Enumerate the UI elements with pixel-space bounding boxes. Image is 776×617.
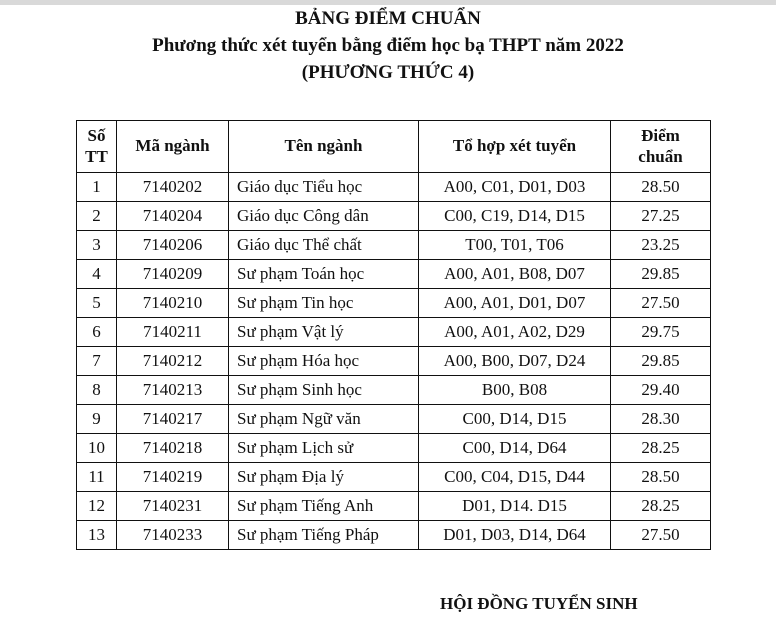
cell-stt: 4 xyxy=(77,260,117,289)
cell-ten-nganh: Sư phạm Tiếng Anh xyxy=(229,492,419,521)
cell-ten-nganh: Giáo dục Công dân xyxy=(229,202,419,231)
table-row xyxy=(77,347,711,376)
cell-stt: 13 xyxy=(77,521,117,550)
cell-stt: 12 xyxy=(77,492,117,521)
cell-ma-nganh: 7140217 xyxy=(117,405,229,434)
table-row xyxy=(77,231,711,260)
cell-ma-nganh: 7140210 xyxy=(117,289,229,318)
cell-ma-nganh: 7140212 xyxy=(117,347,229,376)
cell-to-hop: A00, C01, D01, D03 xyxy=(419,173,611,202)
cell-ten-nganh: Sư phạm Tiếng Pháp xyxy=(229,521,419,550)
cell-to-hop: C00, C04, D15, D44 xyxy=(419,463,611,492)
cell-diem-chuan: 27.50 xyxy=(611,521,711,550)
cell-stt: 9 xyxy=(77,405,117,434)
cell-to-hop: A00, A01, B08, D07 xyxy=(419,260,611,289)
cell-ten-nganh: Sư phạm Địa lý xyxy=(229,463,419,492)
table-header-row xyxy=(77,121,711,173)
cell-stt: 11 xyxy=(77,463,117,492)
cell-stt: 5 xyxy=(77,289,117,318)
cell-diem-chuan: 27.25 xyxy=(611,202,711,231)
cell-ten-nganh: Sư phạm Sinh học xyxy=(229,376,419,405)
header-diem-line1: Điểm xyxy=(641,126,680,146)
cell-to-hop: C00, D14, D15 xyxy=(419,405,611,434)
cell-diem-chuan: 29.75 xyxy=(611,318,711,347)
cell-ma-nganh: 7140231 xyxy=(117,492,229,521)
cell-stt: 8 xyxy=(77,376,117,405)
cell-to-hop: A00, A01, D01, D07 xyxy=(419,289,611,318)
cell-diem-chuan: 29.40 xyxy=(611,376,711,405)
table-row xyxy=(77,376,711,405)
header-ma-nganh: Mã ngành xyxy=(117,121,229,173)
cell-diem-chuan: 28.50 xyxy=(611,463,711,492)
cell-to-hop: A00, B00, D07, D24 xyxy=(419,347,611,376)
cell-ma-nganh: 7140209 xyxy=(117,260,229,289)
header-stt xyxy=(77,121,117,173)
header-diem-chuan xyxy=(611,121,711,173)
cell-diem-chuan: 28.25 xyxy=(611,492,711,521)
admission-method: (PHƯƠNG THỨC 4) xyxy=(301,62,475,83)
cell-to-hop: D01, D14. D15 xyxy=(419,492,611,521)
cell-stt: 2 xyxy=(77,202,117,231)
cell-ten-nganh: Sư phạm Hóa học xyxy=(229,347,419,376)
cell-stt: 6 xyxy=(77,318,117,347)
cell-ten-nganh: Giáo dục Thể chất xyxy=(229,231,419,260)
cell-stt: 7 xyxy=(77,347,117,376)
cell-diem-chuan: 29.85 xyxy=(611,260,711,289)
cell-diem-chuan: 23.25 xyxy=(611,231,711,260)
header-to-hop: Tổ hợp xét tuyển xyxy=(419,121,611,173)
cell-ma-nganh: 7140213 xyxy=(117,376,229,405)
cell-ma-nganh: 7140218 xyxy=(117,434,229,463)
cell-to-hop: D01, D03, D14, D64 xyxy=(419,521,611,550)
cell-ten-nganh: Sư phạm Toán học xyxy=(229,260,419,289)
header-stt-line2: TT xyxy=(85,146,108,166)
score-table xyxy=(76,120,711,550)
cell-diem-chuan: 27.50 xyxy=(611,289,711,318)
header-stt-line1: Số xyxy=(87,126,106,146)
cell-diem-chuan: 28.25 xyxy=(611,434,711,463)
cell-to-hop: A00, A01, A02, D29 xyxy=(419,318,611,347)
cell-to-hop: C00, D14, D64 xyxy=(419,434,611,463)
table-row xyxy=(77,405,711,434)
cell-ma-nganh: 7140219 xyxy=(117,463,229,492)
cell-stt: 3 xyxy=(77,231,117,260)
cell-ten-nganh: Sư phạm Lịch sử xyxy=(229,434,419,463)
cell-to-hop: B00, B08 xyxy=(419,376,611,405)
cell-ten-nganh: Sư phạm Ngữ văn xyxy=(229,405,419,434)
table-row xyxy=(77,492,711,521)
cell-stt: 1 xyxy=(77,173,117,202)
cell-to-hop: T00, T01, T06 xyxy=(419,231,611,260)
cell-diem-chuan: 28.30 xyxy=(611,405,711,434)
cell-ma-nganh: 7140233 xyxy=(117,521,229,550)
table-row xyxy=(77,318,711,347)
document-title: BẢNG ĐIỂM CHUẨN xyxy=(295,8,481,29)
header-diem-line2: chuẩn xyxy=(638,146,683,166)
table-row xyxy=(77,173,711,202)
document-subtitle: Phương thức xét tuyển bằng điểm học bạ THPT năm 2022 xyxy=(152,35,624,56)
cell-ma-nganh: 7140211 xyxy=(117,318,229,347)
cell-ma-nganh: 7140202 xyxy=(117,173,229,202)
table-row xyxy=(77,463,711,492)
cell-ten-nganh: Sư phạm Vật lý xyxy=(229,318,419,347)
cell-stt: 10 xyxy=(77,434,117,463)
cell-ma-nganh: 7140206 xyxy=(117,231,229,260)
cell-to-hop: C00, C19, D14, D15 xyxy=(419,202,611,231)
header-ten-nganh: Tên ngành xyxy=(229,121,419,173)
top-border xyxy=(0,0,776,5)
table-row xyxy=(77,289,711,318)
cell-ten-nganh: Giáo dục Tiểu học xyxy=(229,173,419,202)
cell-diem-chuan: 28.50 xyxy=(611,173,711,202)
table-row xyxy=(77,260,711,289)
table-row xyxy=(77,202,711,231)
signature-block: HỘI ĐỒNG TUYỂN SINH xyxy=(440,594,638,613)
table-row xyxy=(77,521,711,550)
cell-diem-chuan: 29.85 xyxy=(611,347,711,376)
cell-ma-nganh: 7140204 xyxy=(117,202,229,231)
cell-ten-nganh: Sư phạm Tin học xyxy=(229,289,419,318)
table-row xyxy=(77,434,711,463)
